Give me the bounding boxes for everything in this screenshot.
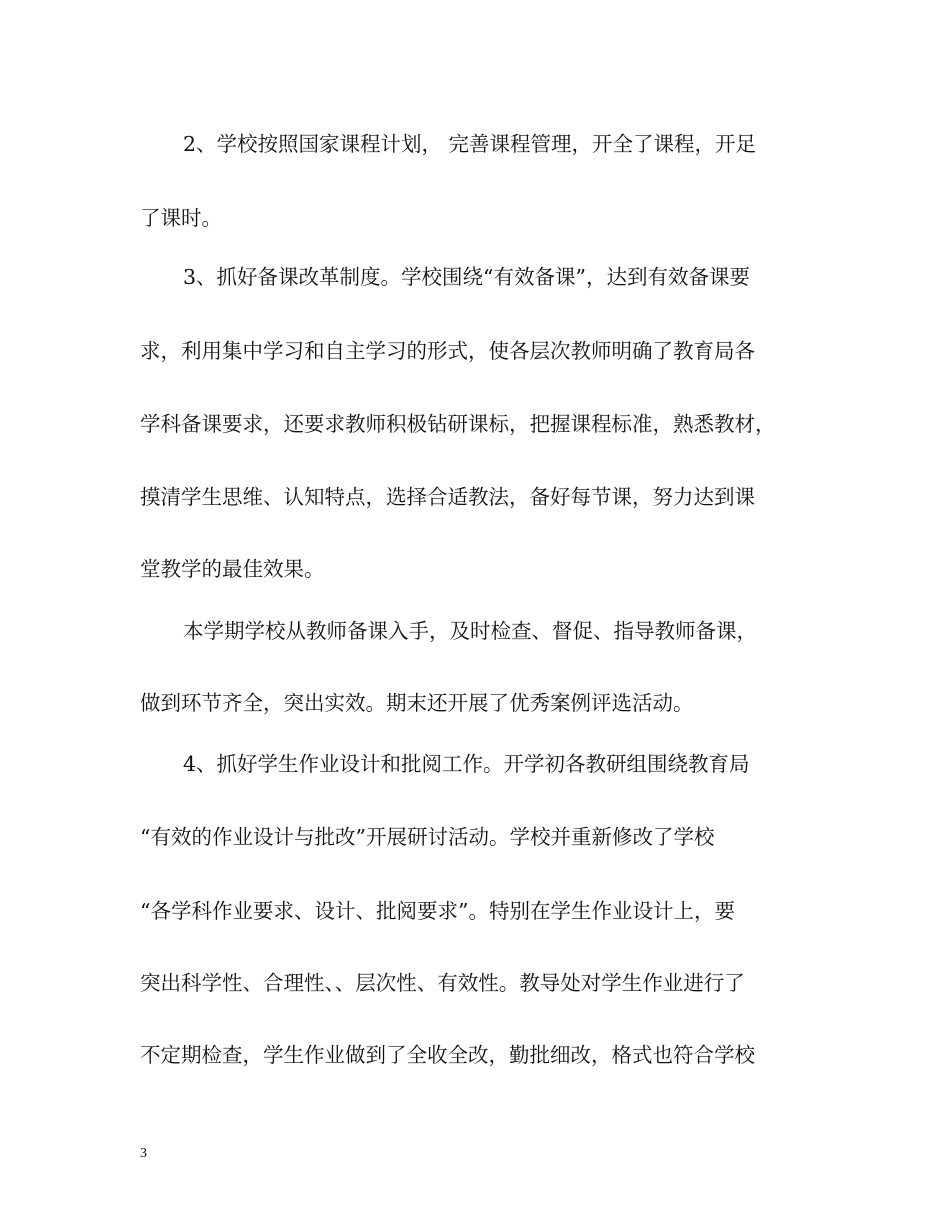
paragraph-line: 摸清学生思维、认知特点，选择合适教法，备好每节课，努力达到课 <box>140 485 755 509</box>
paragraph-line: “各学科作业要求、设计、批阅要求”。特别在学生作业设计上，要 <box>140 899 735 923</box>
paragraph-line: 突出科学性、合理性、、层次性、有效性。教导处对学生作业进行了 <box>140 971 745 995</box>
page-number: 3 <box>140 1146 147 1161</box>
paragraph-line: 2、学校按照国家课程计划， 完善课程管理，开全了课程，开足 <box>183 132 757 156</box>
paragraph-line: 不定期检查，学生作业做到了全收全改，勤批细改，格式也符合学校 <box>140 1043 755 1067</box>
paragraph-line: 了课时。 <box>140 206 222 230</box>
paragraph-line: 做到环节齐全，突出实效。期末还开展了优秀案例评选活动。 <box>140 691 694 715</box>
paragraph-line: 学科备课要求，还要求教师积极钻研课标，把握课程标准，熟悉教材， <box>140 412 776 436</box>
paragraph-line: 堂教学的最佳效果。 <box>140 557 325 581</box>
paragraph-line: 4、抓好学生作业设计和批阅工作。开学初各教研组围绕教育局 <box>183 752 750 776</box>
paragraph-line: 3、抓好备课改革制度。学校围绕“有效备课”，达到有效备课要 <box>183 265 751 289</box>
paragraph-line: “有效的作业设计与批改”开展研讨活动。学校并重新修改了学校 <box>140 825 715 849</box>
paragraph-line: 求，利用集中学习和自主学习的形式，使各层次教师明确了教育局各 <box>140 339 755 363</box>
paragraph-line: 本学期学校从教师备课入手，及时检查、督促、指导教师备课， <box>183 619 757 643</box>
